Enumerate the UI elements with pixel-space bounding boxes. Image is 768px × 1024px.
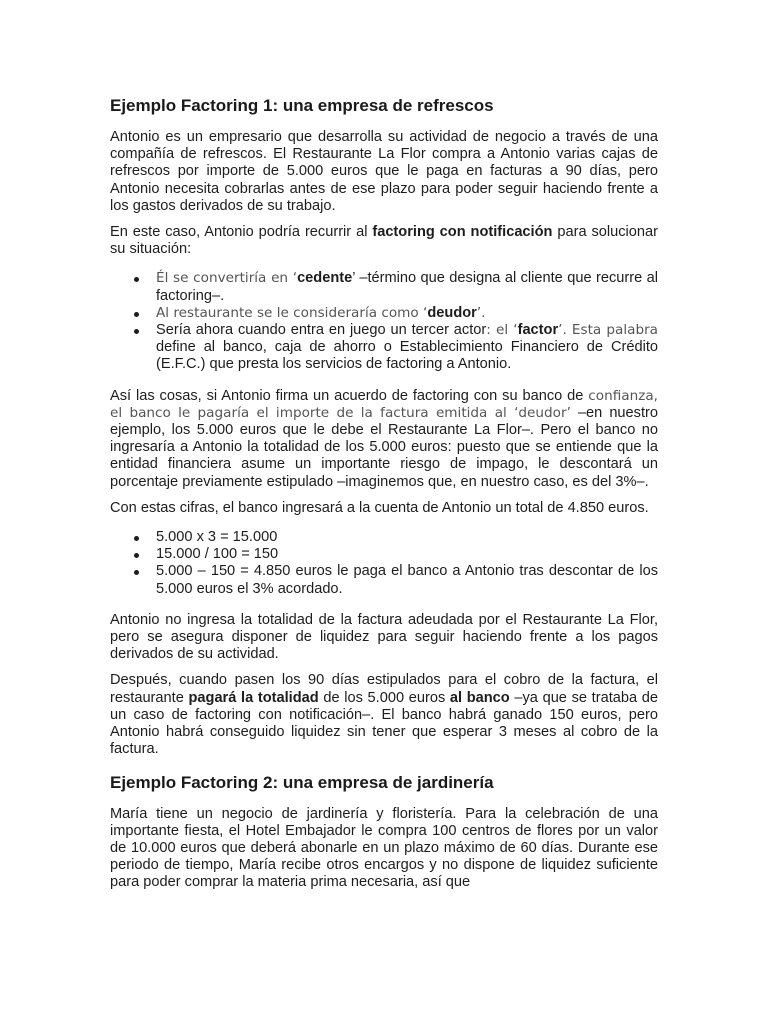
cedente-bold: cedente [297,270,353,287]
al-banco-bold: al banco [449,689,510,706]
list-item-factor [156,322,658,374]
calculation-item: 5.000 – 150 = 4.850 euros le paga el banco a Antonio tras descontar de los 5.000 euros el 3% acordado. [156,563,658,597]
deudor-bold: deudor [427,304,477,321]
text-run-light: Él se convertiría en ‘ [156,270,298,287]
calculation-item: 5.000 x 3 = 15.000 [156,529,658,546]
text-run: –en nuestro ejemplo, los 5.000 euros que le debe el Restaurante La Flor–. Pero el banco no ingresaría a Antonio la totalidad de los 5.000 euros: puesto que se entiende que la entidad financiera asume un importante riesgo de impago, le descontará un porcentaje previamente estipulado –imaginemos que, en nuestro caso, es del 3%–. [110,404,658,490]
total-paragraph: Con estas cifras, el banco ingresará a la cuenta de Antonio un total de 4.850 euros. [110,499,649,516]
roles-list [110,270,658,373]
example-1-heading: Ejemplo Factoring 1: una empresa de refrescos [110,96,494,115]
text-run: –ya que se trataba de un caso de factoring con notificación–. El banco habrá ganado 150 euros, pero Antonio habrá conseguido liquidez sin tener que esperar 3 meses al cobro de la factura. [110,689,658,758]
example-2-intro-paragraph: María tiene un negocio de jardinería y floristería. Para la celebración de una importante fiesta, el Hotel Embajador le compra 100 centros de flores por un valor de 10.000 euros que deberá abonarle en un plazo máximo de 60 días. Durante ese periodo de tiempo, María recibe otros encargos y no dispone de liquidez suficiente para poder comprar la materia prima necesaria, así que [110,805,658,891]
text-run: ’ –término que designa al cliente que recurre al factoring–. [156,270,658,304]
agreement-paragraph [110,388,658,491]
liquidity-paragraph: Antonio no ingresa la totalidad de la factura adeudada por el Restaurante La Flor, pero se asegura disponer de liquidez para seguir haciendo frente a los pagos derivados de su actividad. [110,611,658,663]
payment-paragraph [110,672,658,758]
calculation-item: 15.000 / 100 = 150 [156,546,658,563]
text-run: Sería ahora cuando entra en juego un tercer actor [156,322,487,339]
example-2-heading: Ejemplo Factoring 2: una empresa de jardinería [110,772,494,792]
example-1-intro-paragraph: Antonio es un empresario que desarrolla su actividad de negocio a través de una compañía de refrescos. El Restaurante La Flor compra a Antonio varias cajas de refrescos por importe de 5.000 euros que le paga en facturas a 90 días, pero Antonio necesita cobrarlas antes de ese plazo para poder seguir haciendo frente a los gastos derivados de su trabajo. [110,129,658,214]
text-run: de los 5.000 euros [318,689,450,706]
pagara-totalidad-bold: pagará la totalidad [188,689,319,706]
text-run: En este caso, Antonio podría recurrir al [110,224,373,241]
text-run-light: : el ‘ [486,322,518,339]
factor-bold: factor [517,322,559,339]
text-run-light: confianza, el banco le pagaría el importe de la factura emitida al ‘deudor’ [110,387,658,421]
calculation-list [110,529,658,598]
text-run: Así las cosas, si Antonio firma un acuerdo de factoring con su banco de [110,387,589,404]
text-run: Después, cuando pasen los 90 días estipulados para el cobro de la factura, el restaurante [110,672,658,706]
text-run-light: Al restaurante se le consideraría como ‘ [156,304,428,321]
text-run: define al banco, caja de ahorro o Establecimiento Financiero de Crédito (E.F.C.) que presta los servicios de factoring a Antonio. [156,339,658,373]
text-run: para solucionar su situación: [110,224,658,258]
factoring-option-paragraph [110,224,658,258]
list-item-cedente [156,270,658,304]
list-item-deudor [156,305,658,322]
factoring-con-notificacion-bold: factoring con notificación [372,224,553,241]
text-run-light: ’. [476,304,486,321]
text-run-light: ’. Esta palabra [558,322,658,339]
